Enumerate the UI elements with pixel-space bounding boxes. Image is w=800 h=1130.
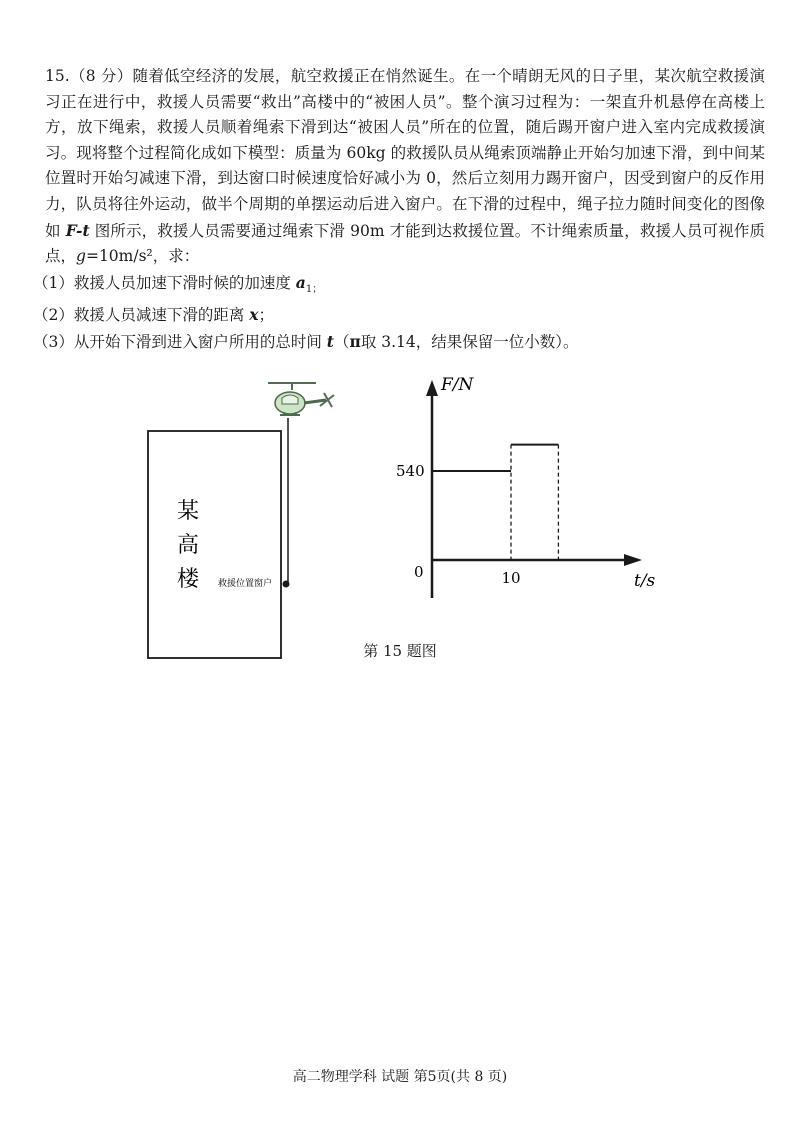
y-tick-label-540: 540	[396, 462, 425, 480]
x-axis-label: t/s	[634, 571, 656, 591]
sub-question-3: （3）从开始下滑到进入窗户所用的总时间 t（π取 3.14，结果保留一位小数）。	[33, 332, 579, 352]
stem-tail-2: =10m/s²，求：	[85, 247, 200, 266]
window-label: 救援位置窗户	[217, 579, 273, 589]
building-diagram	[148, 383, 334, 658]
stem-tail-1: 图所示，救援人员需要通过绳索下滑 90m 才能到达救援位置。不计绳索质量，救援人员可视作质点，	[45, 221, 765, 266]
helicopter-icon	[268, 383, 334, 415]
figure-caption: 第 15 题图	[363, 642, 437, 660]
page-footer: 高二物理学科 试题 第5页(共 8 页)	[292, 1069, 508, 1085]
origin-label: 0	[414, 563, 424, 581]
y-axis-label: F/N	[441, 376, 474, 395]
building-label-1: 某	[176, 499, 200, 524]
ft-symbol: F-t	[65, 220, 90, 240]
x-axis-arrow	[624, 554, 642, 566]
building-rect	[148, 431, 281, 658]
y-axis-arrow	[426, 380, 438, 396]
g-symbol: g	[76, 247, 86, 266]
ft-graph	[396, 376, 656, 598]
question-15	[33, 64, 765, 356]
building-label-2: 高	[176, 533, 200, 558]
rescuer-point	[283, 581, 290, 588]
sub-question-1: （1）救援人员加速下滑时候的加速度 $a_{1;}$	[33, 272, 323, 295]
sub-question-2: （2）救援人员减速下滑的距离 x；	[33, 305, 275, 325]
figure-15	[0, 376, 800, 676]
question-stem	[45, 64, 765, 270]
question-points: （8 分）	[69, 67, 133, 85]
building-label-3: 楼	[176, 567, 200, 592]
x-tick-label-10: 10	[501, 569, 521, 587]
question-number: 15.	[45, 67, 70, 85]
stem-text: 随着低空经济的发展，航空救援正在悄然诞生。在一个晴朗无风的日子里，某次航空救援演习正在进行中，救援人员需要“救出”高楼中的“被困人员”。整个演习过程为：一架直升机悬停在高楼上方，放下绳索，救援人员顺着绳索下滑到达“被困人员”所在的位置，随后踢开窗户进入室内完成救援演习。现将整个过程简化成如下模型：质量为 60kg 的救援队员从绳索顶端静止开始匀加速下滑，到中间某位置时开始匀减速下滑，到达窗口时候速度恰好减小为 0，然后立刻用力踢开窗户，因受到窗户的反作用力，队员将往外运动，做半个周期的单摆运动后进入窗户。在下滑的过程中，绳子拉力随时间变化的图像如	[45, 67, 765, 240]
